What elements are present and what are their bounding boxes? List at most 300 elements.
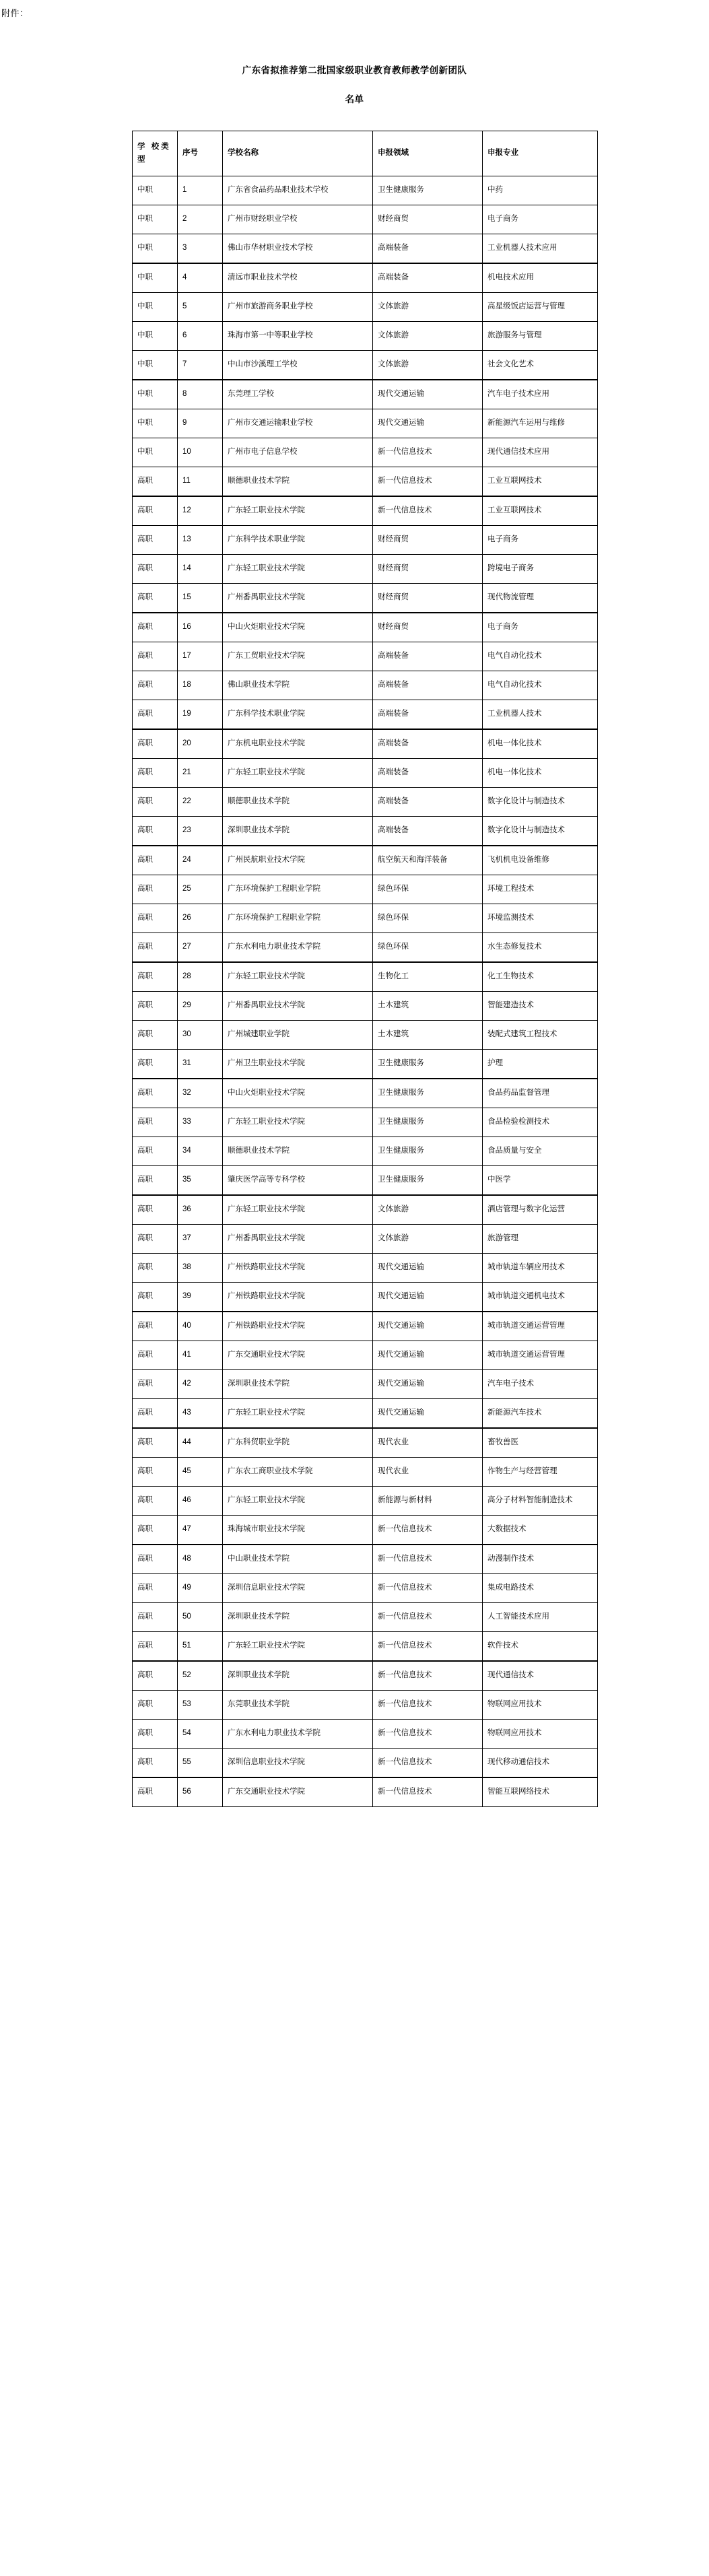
cell-seq: 12 [178, 496, 223, 526]
cell-field: 财经商贸 [373, 554, 483, 583]
table-row [133, 671, 598, 700]
cell-school-type: 高职 [133, 1602, 178, 1631]
cell-field: 高端装备 [373, 700, 483, 729]
table-row [133, 758, 598, 787]
cell-field: 高端装备 [373, 642, 483, 671]
table-row [133, 1398, 598, 1428]
cell-field: 现代农业 [373, 1457, 483, 1486]
cell-school-type: 高职 [133, 525, 178, 554]
table-row [133, 1545, 598, 1574]
cell-major: 旅游服务与管理 [483, 321, 598, 350]
cell-major: 作物生产与经营管理 [483, 1457, 598, 1486]
cell-major: 物联网应用技术 [483, 1690, 598, 1719]
cell-field: 新能源与新材料 [373, 1486, 483, 1515]
cell-field: 卫生健康服务 [373, 1137, 483, 1165]
cell-school-name: 广东轻工职业技术学院 [223, 1195, 373, 1225]
cell-seq: 22 [178, 787, 223, 816]
cell-major: 城市轨道交通运营管理 [483, 1312, 598, 1341]
cell-major: 中医学 [483, 1165, 598, 1195]
cell-seq: 19 [178, 700, 223, 729]
cell-school-name: 广东机电职业技术学院 [223, 729, 373, 759]
cell-school-name: 广州市电子信息学校 [223, 438, 373, 467]
cell-seq: 5 [178, 292, 223, 321]
cell-seq: 36 [178, 1195, 223, 1225]
cell-seq: 50 [178, 1602, 223, 1631]
cell-school-name: 广州市财经职业学校 [223, 205, 373, 234]
cell-seq: 24 [178, 846, 223, 875]
cell-field: 新一代信息技术 [373, 1719, 483, 1748]
table-row [133, 1486, 598, 1515]
cell-seq: 39 [178, 1282, 223, 1312]
cell-major: 食品质量与安全 [483, 1137, 598, 1165]
cell-school-name: 顺德职业技术学院 [223, 467, 373, 496]
header-school-type: 学 校类型 [133, 131, 178, 176]
cell-seq: 44 [178, 1428, 223, 1458]
table-row [133, 1690, 598, 1719]
cell-field: 新一代信息技术 [373, 1573, 483, 1602]
cell-school-type: 高职 [133, 1020, 178, 1049]
cell-field: 高端装备 [373, 263, 483, 293]
cell-school-type: 高职 [133, 1545, 178, 1574]
cell-school-type: 高职 [133, 729, 178, 759]
cell-field: 文体旅游 [373, 321, 483, 350]
table-row [133, 991, 598, 1020]
cell-seq: 21 [178, 758, 223, 787]
cell-school-name: 东莞职业技术学院 [223, 1690, 373, 1719]
header-seq: 序号 [178, 131, 223, 176]
header-field: 申报领域 [373, 131, 483, 176]
cell-major: 现代移动通信技术 [483, 1748, 598, 1777]
cell-major: 现代通信技术应用 [483, 438, 598, 467]
table-row [133, 409, 598, 438]
cell-school-name: 广州市旅游商务职业学校 [223, 292, 373, 321]
table-row [133, 1719, 598, 1748]
table-row [133, 1341, 598, 1369]
cell-major: 工业机器人技术应用 [483, 234, 598, 263]
cell-major: 机电技术应用 [483, 263, 598, 293]
cell-field: 新一代信息技术 [373, 1545, 483, 1574]
cell-school-type: 高职 [133, 1079, 178, 1108]
cell-school-name: 广东工贸职业技术学院 [223, 642, 373, 671]
table-row [133, 1573, 598, 1602]
cell-field: 新一代信息技术 [373, 467, 483, 496]
cell-school-type: 高职 [133, 1573, 178, 1602]
cell-major: 数字化设计与制造技术 [483, 816, 598, 846]
cell-seq: 47 [178, 1515, 223, 1545]
cell-school-type: 高职 [133, 583, 178, 613]
cell-field: 卫生健康服务 [373, 176, 483, 205]
table-row [133, 1020, 598, 1049]
table-row [133, 292, 598, 321]
cell-school-name: 广州卫生职业技术学院 [223, 1049, 373, 1079]
cell-major: 机电一体化技术 [483, 758, 598, 787]
cell-school-type: 高职 [133, 554, 178, 583]
cell-school-type: 中职 [133, 234, 178, 263]
table-row [133, 1748, 598, 1777]
cell-school-name: 深圳职业技术学院 [223, 1602, 373, 1631]
table-row [133, 1428, 598, 1458]
cell-school-type: 高职 [133, 933, 178, 962]
cell-seq: 46 [178, 1486, 223, 1515]
cell-major: 城市轨道交通机电技术 [483, 1282, 598, 1312]
cell-seq: 55 [178, 1748, 223, 1777]
table-row [133, 1253, 598, 1282]
cell-major: 电气自动化技术 [483, 642, 598, 671]
cell-school-name: 深圳信息职业技术学院 [223, 1748, 373, 1777]
table-body [133, 176, 598, 1806]
cell-seq: 43 [178, 1398, 223, 1428]
cell-school-type: 高职 [133, 1282, 178, 1312]
cell-field: 新一代信息技术 [373, 1690, 483, 1719]
cell-field: 高端装备 [373, 234, 483, 263]
cell-major: 社会文化艺术 [483, 350, 598, 380]
cell-school-name: 广东轻工职业技术学院 [223, 554, 373, 583]
cell-school-name: 广州番禺职业技术学院 [223, 991, 373, 1020]
cell-school-type: 高职 [133, 1661, 178, 1691]
cell-school-type: 中职 [133, 205, 178, 234]
cell-major: 集成电路技术 [483, 1573, 598, 1602]
cell-school-type: 高职 [133, 787, 178, 816]
cell-school-type: 高职 [133, 1486, 178, 1515]
cell-school-name: 广东轻工职业技术学院 [223, 758, 373, 787]
cell-school-type: 高职 [133, 467, 178, 496]
table-row [133, 1195, 598, 1225]
cell-seq: 13 [178, 525, 223, 554]
cell-seq: 6 [178, 321, 223, 350]
cell-school-type: 高职 [133, 1195, 178, 1225]
table-row [133, 350, 598, 380]
cell-school-type: 高职 [133, 613, 178, 642]
cell-school-type: 高职 [133, 962, 178, 992]
cell-seq: 42 [178, 1369, 223, 1398]
cell-school-name: 珠海城市职业技术学院 [223, 1515, 373, 1545]
table-row [133, 176, 598, 205]
cell-school-type: 高职 [133, 1369, 178, 1398]
cell-field: 生物化工 [373, 962, 483, 992]
table-row [133, 729, 598, 759]
cell-seq: 9 [178, 409, 223, 438]
cell-major: 电子商务 [483, 525, 598, 554]
cell-school-type: 中职 [133, 409, 178, 438]
cell-school-type: 中职 [133, 263, 178, 293]
cell-major: 酒店管理与数字化运营 [483, 1195, 598, 1225]
cell-school-name: 广东水利电力职业技术学院 [223, 1719, 373, 1748]
cell-school-type: 高职 [133, 1165, 178, 1195]
cell-field: 财经商贸 [373, 525, 483, 554]
cell-school-type: 高职 [133, 700, 178, 729]
cell-seq: 40 [178, 1312, 223, 1341]
cell-seq: 15 [178, 583, 223, 613]
table-header [133, 131, 598, 176]
cell-school-name: 佛山市华材职业技术学校 [223, 234, 373, 263]
table-row [133, 380, 598, 409]
cell-school-name: 清远市职业技术学校 [223, 263, 373, 293]
cell-seq: 31 [178, 1049, 223, 1079]
cell-seq: 38 [178, 1253, 223, 1282]
table-row [133, 1515, 598, 1545]
table-row [133, 787, 598, 816]
cell-school-type: 高职 [133, 875, 178, 904]
cell-field: 现代农业 [373, 1428, 483, 1458]
cell-field: 新一代信息技术 [373, 438, 483, 467]
cell-school-type: 高职 [133, 1748, 178, 1777]
cell-school-name: 深圳职业技术学院 [223, 816, 373, 846]
table-row [133, 1224, 598, 1253]
cell-major: 汽车电子技术应用 [483, 380, 598, 409]
cell-major: 化工生物技术 [483, 962, 598, 992]
cell-school-name: 广州铁路职业技术学院 [223, 1282, 373, 1312]
cell-school-name: 深圳职业技术学院 [223, 1661, 373, 1691]
cell-seq: 18 [178, 671, 223, 700]
table-row [133, 321, 598, 350]
cell-field: 财经商贸 [373, 613, 483, 642]
cell-school-type: 中职 [133, 176, 178, 205]
cell-major: 电气自动化技术 [483, 671, 598, 700]
cell-seq: 11 [178, 467, 223, 496]
cell-school-type: 高职 [133, 1515, 178, 1545]
cell-seq: 45 [178, 1457, 223, 1486]
cell-field: 卫生健康服务 [373, 1165, 483, 1195]
cell-school-name: 广东交通职业技术学院 [223, 1777, 373, 1807]
cell-major: 畜牧兽医 [483, 1428, 598, 1458]
table-row [133, 933, 598, 962]
cell-school-name: 珠海市第一中等职业学校 [223, 321, 373, 350]
cell-school-type: 高职 [133, 1398, 178, 1428]
cell-school-type: 高职 [133, 671, 178, 700]
cell-seq: 25 [178, 875, 223, 904]
cell-field: 现代交通运输 [373, 1341, 483, 1369]
cell-school-type: 中职 [133, 380, 178, 409]
table-row [133, 1079, 598, 1108]
cell-school-type: 高职 [133, 846, 178, 875]
cell-field: 文体旅游 [373, 292, 483, 321]
cell-field: 卫生健康服务 [373, 1079, 483, 1108]
table-row [133, 1457, 598, 1486]
cell-major: 汽车电子技术 [483, 1369, 598, 1398]
cell-school-name: 广州铁路职业技术学院 [223, 1312, 373, 1341]
cell-field: 新一代信息技术 [373, 1631, 483, 1661]
table-row [133, 962, 598, 992]
cell-seq: 14 [178, 554, 223, 583]
cell-field: 卫生健康服务 [373, 1049, 483, 1079]
cell-field: 文体旅游 [373, 350, 483, 380]
cell-school-type: 高职 [133, 758, 178, 787]
cell-seq: 10 [178, 438, 223, 467]
cell-school-name: 肇庆医学高等专科学校 [223, 1165, 373, 1195]
cell-school-name: 广东省食品药品职业技术学校 [223, 176, 373, 205]
table-row [133, 234, 598, 263]
cell-school-type: 高职 [133, 1341, 178, 1369]
cell-school-name: 顺德职业技术学院 [223, 1137, 373, 1165]
cell-field: 高端装备 [373, 787, 483, 816]
table-row [133, 1312, 598, 1341]
cell-field: 绿色环保 [373, 875, 483, 904]
cell-seq: 48 [178, 1545, 223, 1574]
cell-seq: 41 [178, 1341, 223, 1369]
cell-field: 土木建筑 [373, 991, 483, 1020]
cell-major: 智能建造技术 [483, 991, 598, 1020]
table-row [133, 846, 598, 875]
cell-school-type: 中职 [133, 321, 178, 350]
cell-school-name: 广东轻工职业技术学院 [223, 962, 373, 992]
table-row [133, 554, 598, 583]
cell-school-type: 高职 [133, 1777, 178, 1807]
cell-field: 现代交通运输 [373, 1312, 483, 1341]
table-row [133, 904, 598, 933]
cell-field: 新一代信息技术 [373, 1748, 483, 1777]
table-row [133, 496, 598, 526]
cell-major: 工业互联网技术 [483, 467, 598, 496]
cell-school-type: 高职 [133, 1312, 178, 1341]
cell-seq: 17 [178, 642, 223, 671]
cell-seq: 35 [178, 1165, 223, 1195]
cell-field: 卫生健康服务 [373, 1108, 483, 1137]
cell-field: 现代交通运输 [373, 409, 483, 438]
cell-seq: 4 [178, 263, 223, 293]
cell-school-name: 广东环境保护工程职业学院 [223, 904, 373, 933]
table-row [133, 1165, 598, 1195]
cell-school-type: 高职 [133, 1108, 178, 1137]
cell-school-name: 广东环境保护工程职业学院 [223, 875, 373, 904]
cell-school-name: 深圳信息职业技术学院 [223, 1573, 373, 1602]
cell-field: 新一代信息技术 [373, 1602, 483, 1631]
cell-major: 飞机机电设备维修 [483, 846, 598, 875]
cell-seq: 26 [178, 904, 223, 933]
table-row [133, 467, 598, 496]
cell-major: 护理 [483, 1049, 598, 1079]
cell-school-name: 广东科学技术职业学院 [223, 525, 373, 554]
cell-major: 电子商务 [483, 205, 598, 234]
cell-school-type: 中职 [133, 350, 178, 380]
cell-seq: 29 [178, 991, 223, 1020]
cell-school-name: 广东轻工职业技术学院 [223, 1398, 373, 1428]
cell-major: 数字化设计与制造技术 [483, 787, 598, 816]
table-row [133, 205, 598, 234]
roster-table [132, 131, 598, 1807]
cell-major: 高星级饭店运营与管理 [483, 292, 598, 321]
cell-school-name: 中山市沙溪理工学校 [223, 350, 373, 380]
cell-field: 绿色环保 [373, 933, 483, 962]
cell-school-name: 广东农工商职业技术学院 [223, 1457, 373, 1486]
cell-school-type: 高职 [133, 1049, 178, 1079]
cell-school-type: 高职 [133, 904, 178, 933]
table-row [133, 1369, 598, 1398]
attachment-label: 附件： [1, 8, 29, 18]
cell-seq: 7 [178, 350, 223, 380]
cell-major: 智能互联网络技术 [483, 1777, 598, 1807]
cell-field: 新一代信息技术 [373, 1661, 483, 1691]
cell-field: 新一代信息技术 [373, 496, 483, 526]
cell-major: 水生态修复技术 [483, 933, 598, 962]
cell-school-type: 中职 [133, 292, 178, 321]
cell-seq: 56 [178, 1777, 223, 1807]
cell-seq: 3 [178, 234, 223, 263]
cell-seq: 8 [178, 380, 223, 409]
cell-seq: 33 [178, 1108, 223, 1137]
cell-school-type: 高职 [133, 1631, 178, 1661]
cell-school-name: 中山火炬职业技术学院 [223, 613, 373, 642]
cell-major: 食品药品监督管理 [483, 1079, 598, 1108]
cell-seq: 16 [178, 613, 223, 642]
cell-field: 绿色环保 [373, 904, 483, 933]
cell-major: 电子商务 [483, 613, 598, 642]
header-major: 申报专业 [483, 131, 598, 176]
cell-school-name: 中山职业技术学院 [223, 1545, 373, 1574]
cell-seq: 27 [178, 933, 223, 962]
cell-field: 现代交通运输 [373, 1253, 483, 1282]
cell-seq: 20 [178, 729, 223, 759]
cell-seq: 32 [178, 1079, 223, 1108]
cell-school-name: 广州民航职业技术学院 [223, 846, 373, 875]
cell-major: 新能源汽车技术 [483, 1398, 598, 1428]
table-row [133, 1282, 598, 1312]
cell-major: 新能源汽车运用与维修 [483, 409, 598, 438]
cell-major: 人工智能技术应用 [483, 1602, 598, 1631]
document-subtitle: 名单 [345, 94, 364, 104]
cell-major: 大数据技术 [483, 1515, 598, 1545]
cell-field: 新一代信息技术 [373, 1515, 483, 1545]
cell-field: 现代交通运输 [373, 1369, 483, 1398]
cell-field: 现代交通运输 [373, 1282, 483, 1312]
table-row [133, 613, 598, 642]
cell-school-name: 广东轻工职业技术学院 [223, 496, 373, 526]
cell-seq: 1 [178, 176, 223, 205]
cell-field: 文体旅游 [373, 1224, 483, 1253]
cell-major: 动漫制作技术 [483, 1545, 598, 1574]
cell-field: 高端装备 [373, 729, 483, 759]
cell-field: 航空航天和海洋装备 [373, 846, 483, 875]
cell-seq: 28 [178, 962, 223, 992]
cell-seq: 37 [178, 1224, 223, 1253]
table-row [133, 816, 598, 846]
cell-major: 旅游管理 [483, 1224, 598, 1253]
cell-school-name: 广州城建职业学院 [223, 1020, 373, 1049]
cell-field: 土木建筑 [373, 1020, 483, 1049]
cell-school-type: 高职 [133, 1690, 178, 1719]
table-row [133, 700, 598, 729]
cell-seq: 23 [178, 816, 223, 846]
roster-table-container [0, 131, 709, 1807]
cell-school-type: 中职 [133, 438, 178, 467]
cell-school-name: 广东科学技术职业学院 [223, 700, 373, 729]
cell-field: 现代交通运输 [373, 1398, 483, 1428]
cell-field: 文体旅游 [373, 1195, 483, 1225]
cell-major: 环境监测技术 [483, 904, 598, 933]
cell-major: 软件技术 [483, 1631, 598, 1661]
cell-seq: 49 [178, 1573, 223, 1602]
cell-seq: 54 [178, 1719, 223, 1748]
table-row [133, 438, 598, 467]
cell-school-name: 广东科贸职业学院 [223, 1428, 373, 1458]
cell-seq: 52 [178, 1661, 223, 1691]
header-school-name: 学校名称 [223, 131, 373, 176]
table-row [133, 1777, 598, 1807]
table-row [133, 1137, 598, 1165]
cell-school-name: 中山火炬职业技术学院 [223, 1079, 373, 1108]
table-row [133, 583, 598, 613]
cell-school-name: 佛山职业技术学院 [223, 671, 373, 700]
table-row [133, 1049, 598, 1079]
cell-seq: 34 [178, 1137, 223, 1165]
cell-field: 现代交通运输 [373, 380, 483, 409]
cell-major: 机电一体化技术 [483, 729, 598, 759]
cell-school-type: 高职 [133, 816, 178, 846]
header-row [133, 131, 598, 176]
table-row [133, 1661, 598, 1691]
cell-seq: 30 [178, 1020, 223, 1049]
cell-school-name: 广州市交通运输职业学校 [223, 409, 373, 438]
cell-seq: 2 [178, 205, 223, 234]
